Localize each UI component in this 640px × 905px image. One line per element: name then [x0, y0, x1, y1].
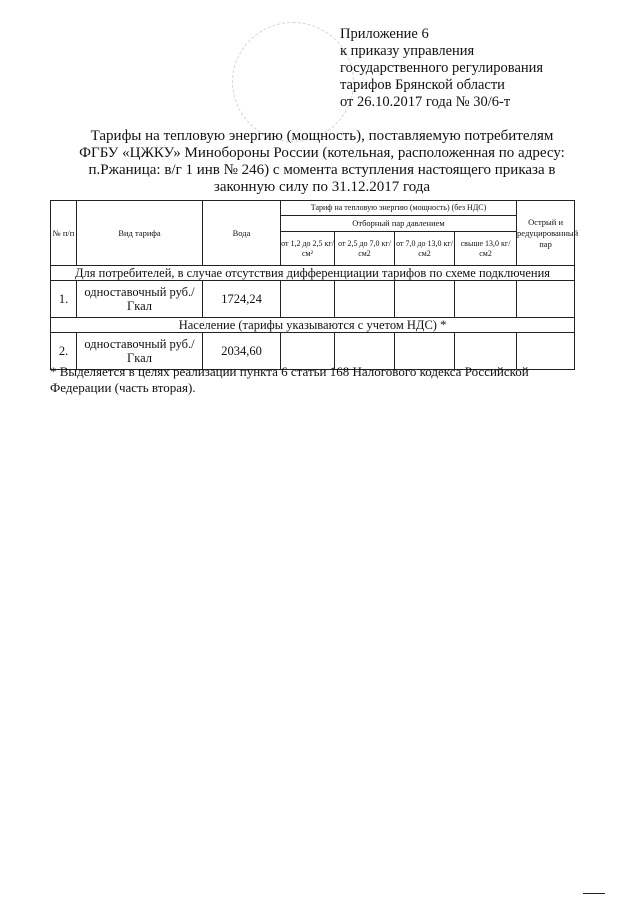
header-num: № п/п [51, 201, 77, 266]
footnote-line: * Выделяется в целях реализации пункта 6 статьи 168 Налогового кодекса Российской [50, 364, 529, 379]
header-pressure-3: от 7,0 до 13,0 кг/см2 [395, 232, 455, 266]
annex-line: от 26.10.2017 года № 30/6-т [340, 94, 511, 110]
annex-line: Приложение 6 [340, 26, 429, 42]
footnote-line: Федерации (часть вторая). [50, 380, 196, 395]
empty-cell [517, 281, 575, 318]
empty-cell [335, 281, 395, 318]
document-title [62, 128, 582, 196]
header-pressure-4: свыше 13,0 кг/см2 [455, 232, 517, 266]
header-sharp-steam: Острый и редуцированный пар [517, 201, 575, 266]
header-pressure-1: от 1,2 до 2,5 кг/см² [281, 232, 335, 266]
row-water-value: 2034,60 [203, 333, 281, 370]
header-pressure-2: от 2,5 до 7,0 кг/см2 [335, 232, 395, 266]
empty-cell [455, 281, 517, 318]
faint-seal-stamp [232, 22, 354, 142]
annex-line: государственного регулирования [340, 60, 544, 76]
header-steam-group: Отборный пар давлением [281, 216, 517, 232]
title-line: ФГБУ «ЦЖКУ» Минобороны России (котельная, расположенная по адресу: [79, 145, 565, 161]
row-num: 2. [51, 333, 77, 370]
title-line: Тарифы на тепловую энергию (мощность), поставляемую потребителям [90, 128, 554, 144]
header-kind: Вид тарифа [77, 201, 203, 266]
header-tariff-group: Тариф на тепловую энергию (мощность) (без НДС) [281, 201, 517, 216]
row-kind: одноставочный руб./Гкал [77, 333, 203, 370]
page-mark [583, 893, 605, 894]
annex-line: тарифов Брянской области [340, 77, 505, 93]
section-title: Население (тарифы указываются с учетом НДС) * [51, 318, 575, 333]
header-water: Вода [203, 201, 281, 266]
row-num: 1. [51, 281, 77, 318]
footnote [50, 364, 590, 396]
table-row [51, 281, 575, 318]
row-water-value: 1724,24 [203, 281, 281, 318]
title-line: законную силу по 31.12.2017 года [213, 179, 431, 195]
tariff-table [50, 200, 579, 370]
row-kind: одноставочный руб./Гкал [77, 281, 203, 318]
annex-header [340, 26, 630, 111]
empty-cell [281, 281, 335, 318]
title-line: п.Ржаница: в/г 1 инв № 246) с момента вступления настоящего приказа в [88, 162, 556, 178]
annex-line: к приказу управления [340, 43, 475, 59]
empty-cell [395, 281, 455, 318]
section-title: Для потребителей, в случае отсутствия дифференциации тарифов по схеме подключения [51, 266, 575, 281]
